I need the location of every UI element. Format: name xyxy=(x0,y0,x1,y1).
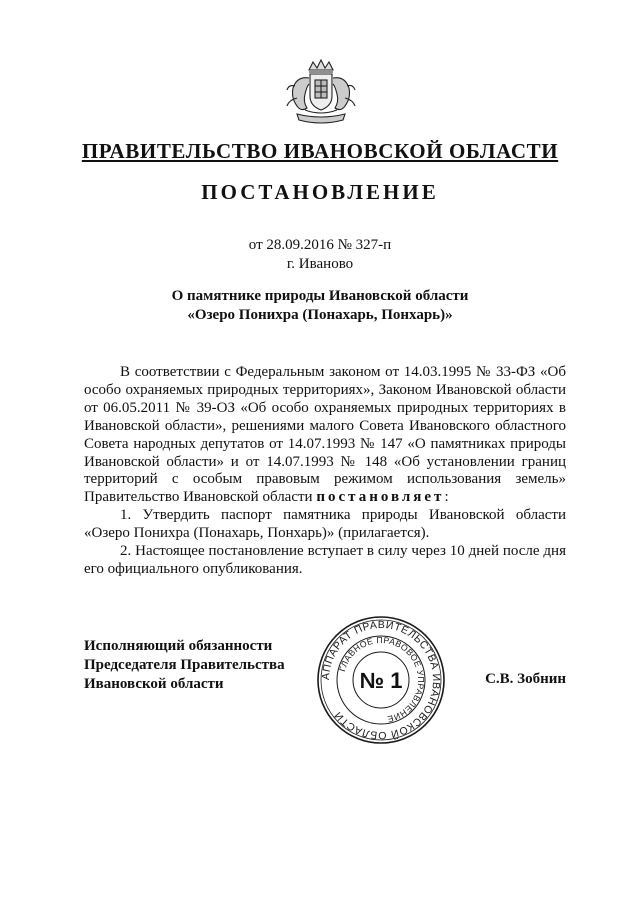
document-type: ПОСТАНОВЛЕНИЕ xyxy=(201,180,439,204)
government-title: ПРАВИТЕЛЬСТВО ИВАНОВСКОЙ ОБЛАСТИ xyxy=(81,139,559,163)
stamp-outer-text: АППАРАТ ПРАВИТЕЛЬСТВА ИВАНОВСКОЙ ОБЛАСТИ xyxy=(319,618,443,742)
signer-position-line: Исполняющий обязанности xyxy=(84,638,273,654)
subject-line: «Озеро Понихра (Понахарь, Понхарь)» xyxy=(187,307,453,323)
document-date-number: от 28.09.2016 № 327-п xyxy=(248,237,392,253)
document-body xyxy=(84,364,566,579)
stamp-inner-text: ГЛАВНОЕ ПРАВОВОЕ УПРАВЛЕНИЕ xyxy=(337,634,427,725)
subject-line: О памятнике природы Ивановской области xyxy=(171,288,469,304)
signer-name: С.В. Зобнин xyxy=(485,671,566,687)
preamble-text: В соответствии с Федеральным законом от 14.03.1995 № 33-ФЗ «Об особо охраняемых природных территориях», Законом Ивановской области от 06.05.2011 № 39-ОЗ «Об особо охраняемых природных территориях в Ивановской области», решениями малого Совета Ивановского областного Совета народных депутатов от 14.07.1993 № 147 «О памятниках природы Ивановской области» и от 14.07.1993 № 148 «Об установлении границ территорий с особым правовым режимом использования земель» Правительство Ивановской области xyxy=(84,364,566,506)
document-subject xyxy=(0,287,640,325)
coat-of-arms-icon xyxy=(283,58,359,128)
signer-position-line: Ивановской области xyxy=(84,676,224,692)
decree-word: постановляет xyxy=(316,489,445,506)
signer-position-line: Председателя Правительства xyxy=(84,657,285,673)
decree-colon: : xyxy=(444,489,449,506)
preamble-paragraph xyxy=(84,364,566,507)
official-stamp xyxy=(316,615,446,745)
signer-position xyxy=(84,637,285,694)
document-city: г. Иваново xyxy=(286,256,354,272)
decree-item: 2. Настоящее постановление вступает в силу через 10 дней после дня его официального опубликования. xyxy=(84,543,566,577)
stamp-number: № 1 xyxy=(359,668,403,693)
decree-item: 1. Утвердить паспорт памятника природы Ивановской области «Озеро Понихра (Понахарь, Понхарь)» (прилагается). xyxy=(84,507,566,542)
